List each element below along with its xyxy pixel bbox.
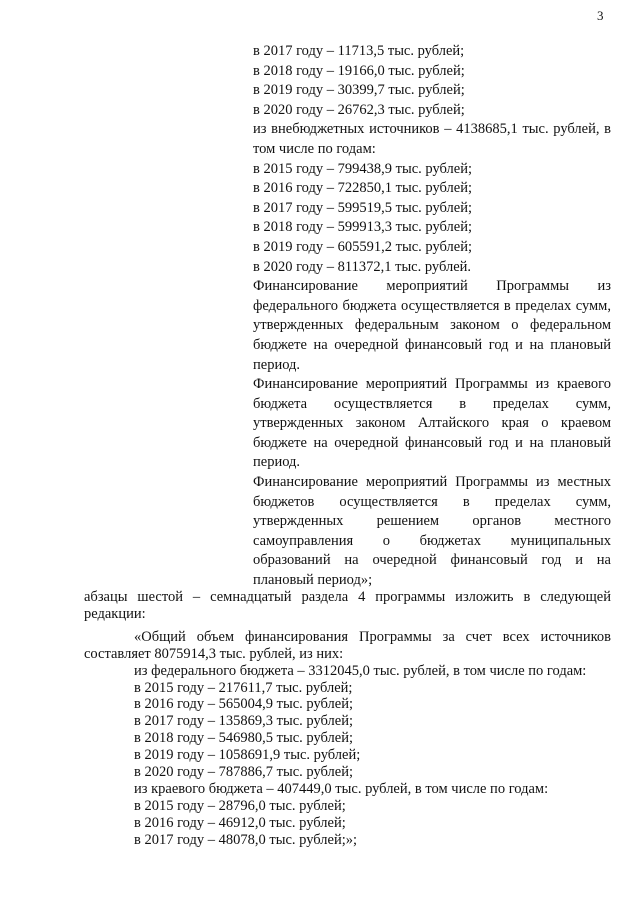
year-line: в 2016 году – 565004,9 тыс. рублей; bbox=[134, 696, 354, 713]
year-line: в 2020 году – 26762,3 тыс. рублей; bbox=[253, 101, 465, 118]
paragraph-local-financing: Финансирование мероприятий Программы из местных бюджетов осуществляется в пределах сумм, утвержденных решением органов местного самоуправления о бюджетах муниципальных образований на очередной финансовый год и на плановый период»; bbox=[253, 474, 611, 589]
page-number: 3 bbox=[597, 8, 604, 23]
instruction-paragraph: абзацы шестой – семнадцатый раздела 4 программы изложить в следующей редакции: bbox=[84, 589, 611, 622]
year-line: в 2016 году – 46912,0 тыс. рублей; bbox=[134, 814, 346, 831]
extrabudget-intro: из внебюджетных источников – 4138685,1 тыс. рублей, в том числе по годам: bbox=[253, 121, 611, 157]
regional-intro: из краевого бюджета – 407449,0 тыс. рублей, в том числе по годам: bbox=[134, 780, 549, 797]
year-line: в 2019 году – 30399,7 тыс. рублей; bbox=[253, 82, 465, 99]
right-column-text bbox=[253, 42, 611, 591]
year-line: в 2019 году – 1058691,9 тыс. рублей; bbox=[134, 747, 361, 764]
year-line: в 2018 году – 19166,0 тыс. рублей; bbox=[253, 62, 465, 79]
year-line: в 2019 году – 605591,2 тыс. рублей; bbox=[253, 238, 473, 255]
year-line: в 2017 году – 599519,5 тыс. рублей; bbox=[253, 199, 473, 216]
year-line: в 2015 году – 799438,9 тыс. рублей; bbox=[253, 160, 473, 177]
year-line: в 2015 году – 28796,0 тыс. рублей; bbox=[134, 797, 346, 814]
year-line: в 2016 году – 722850,1 тыс. рублей; bbox=[253, 180, 473, 197]
full-width-text bbox=[84, 589, 611, 849]
year-line: в 2017 году – 135869,3 тыс. рублей; bbox=[134, 713, 354, 730]
year-line: в 2020 году – 787886,7 тыс. рублей; bbox=[134, 764, 354, 781]
total-financing-paragraph: «Общий объем финансирования Программы за счет всех источников составляет 8075914,3 тыс. рублей, из них: bbox=[84, 628, 611, 662]
year-line: в 2018 году – 546980,5 тыс. рублей; bbox=[134, 730, 354, 747]
year-line: в 2017 году – 11713,5 тыс. рублей; bbox=[253, 43, 465, 59]
federal-intro: из федерального бюджета – 3312045,0 тыс. рублей, в том числе по годам: bbox=[134, 662, 587, 679]
paragraph-regional-financing: Финансирование мероприятий Программы из краевого бюджета осуществляется в пределах сумм, утвержденных законом Алтайского края о краевом бюджете на очередной финансовый год и на плановый период. bbox=[253, 376, 611, 471]
year-line: в 2020 году – 811372,1 тыс. рублей. bbox=[253, 258, 472, 275]
year-line: в 2018 году – 599913,3 тыс. рублей; bbox=[253, 219, 473, 236]
paragraph-federal-financing: Финансирование мероприятий Программы из федерального бюджета осуществляется в пределах сумм, утвержденных федеральным законом о федеральном бюджете на очередной финансовый год и на плановый период. bbox=[253, 278, 611, 373]
year-line: в 2017 году – 48078,0 тыс. рублей;»; bbox=[134, 831, 358, 848]
year-line: в 2015 году – 217611,7 тыс. рублей; bbox=[134, 679, 353, 696]
